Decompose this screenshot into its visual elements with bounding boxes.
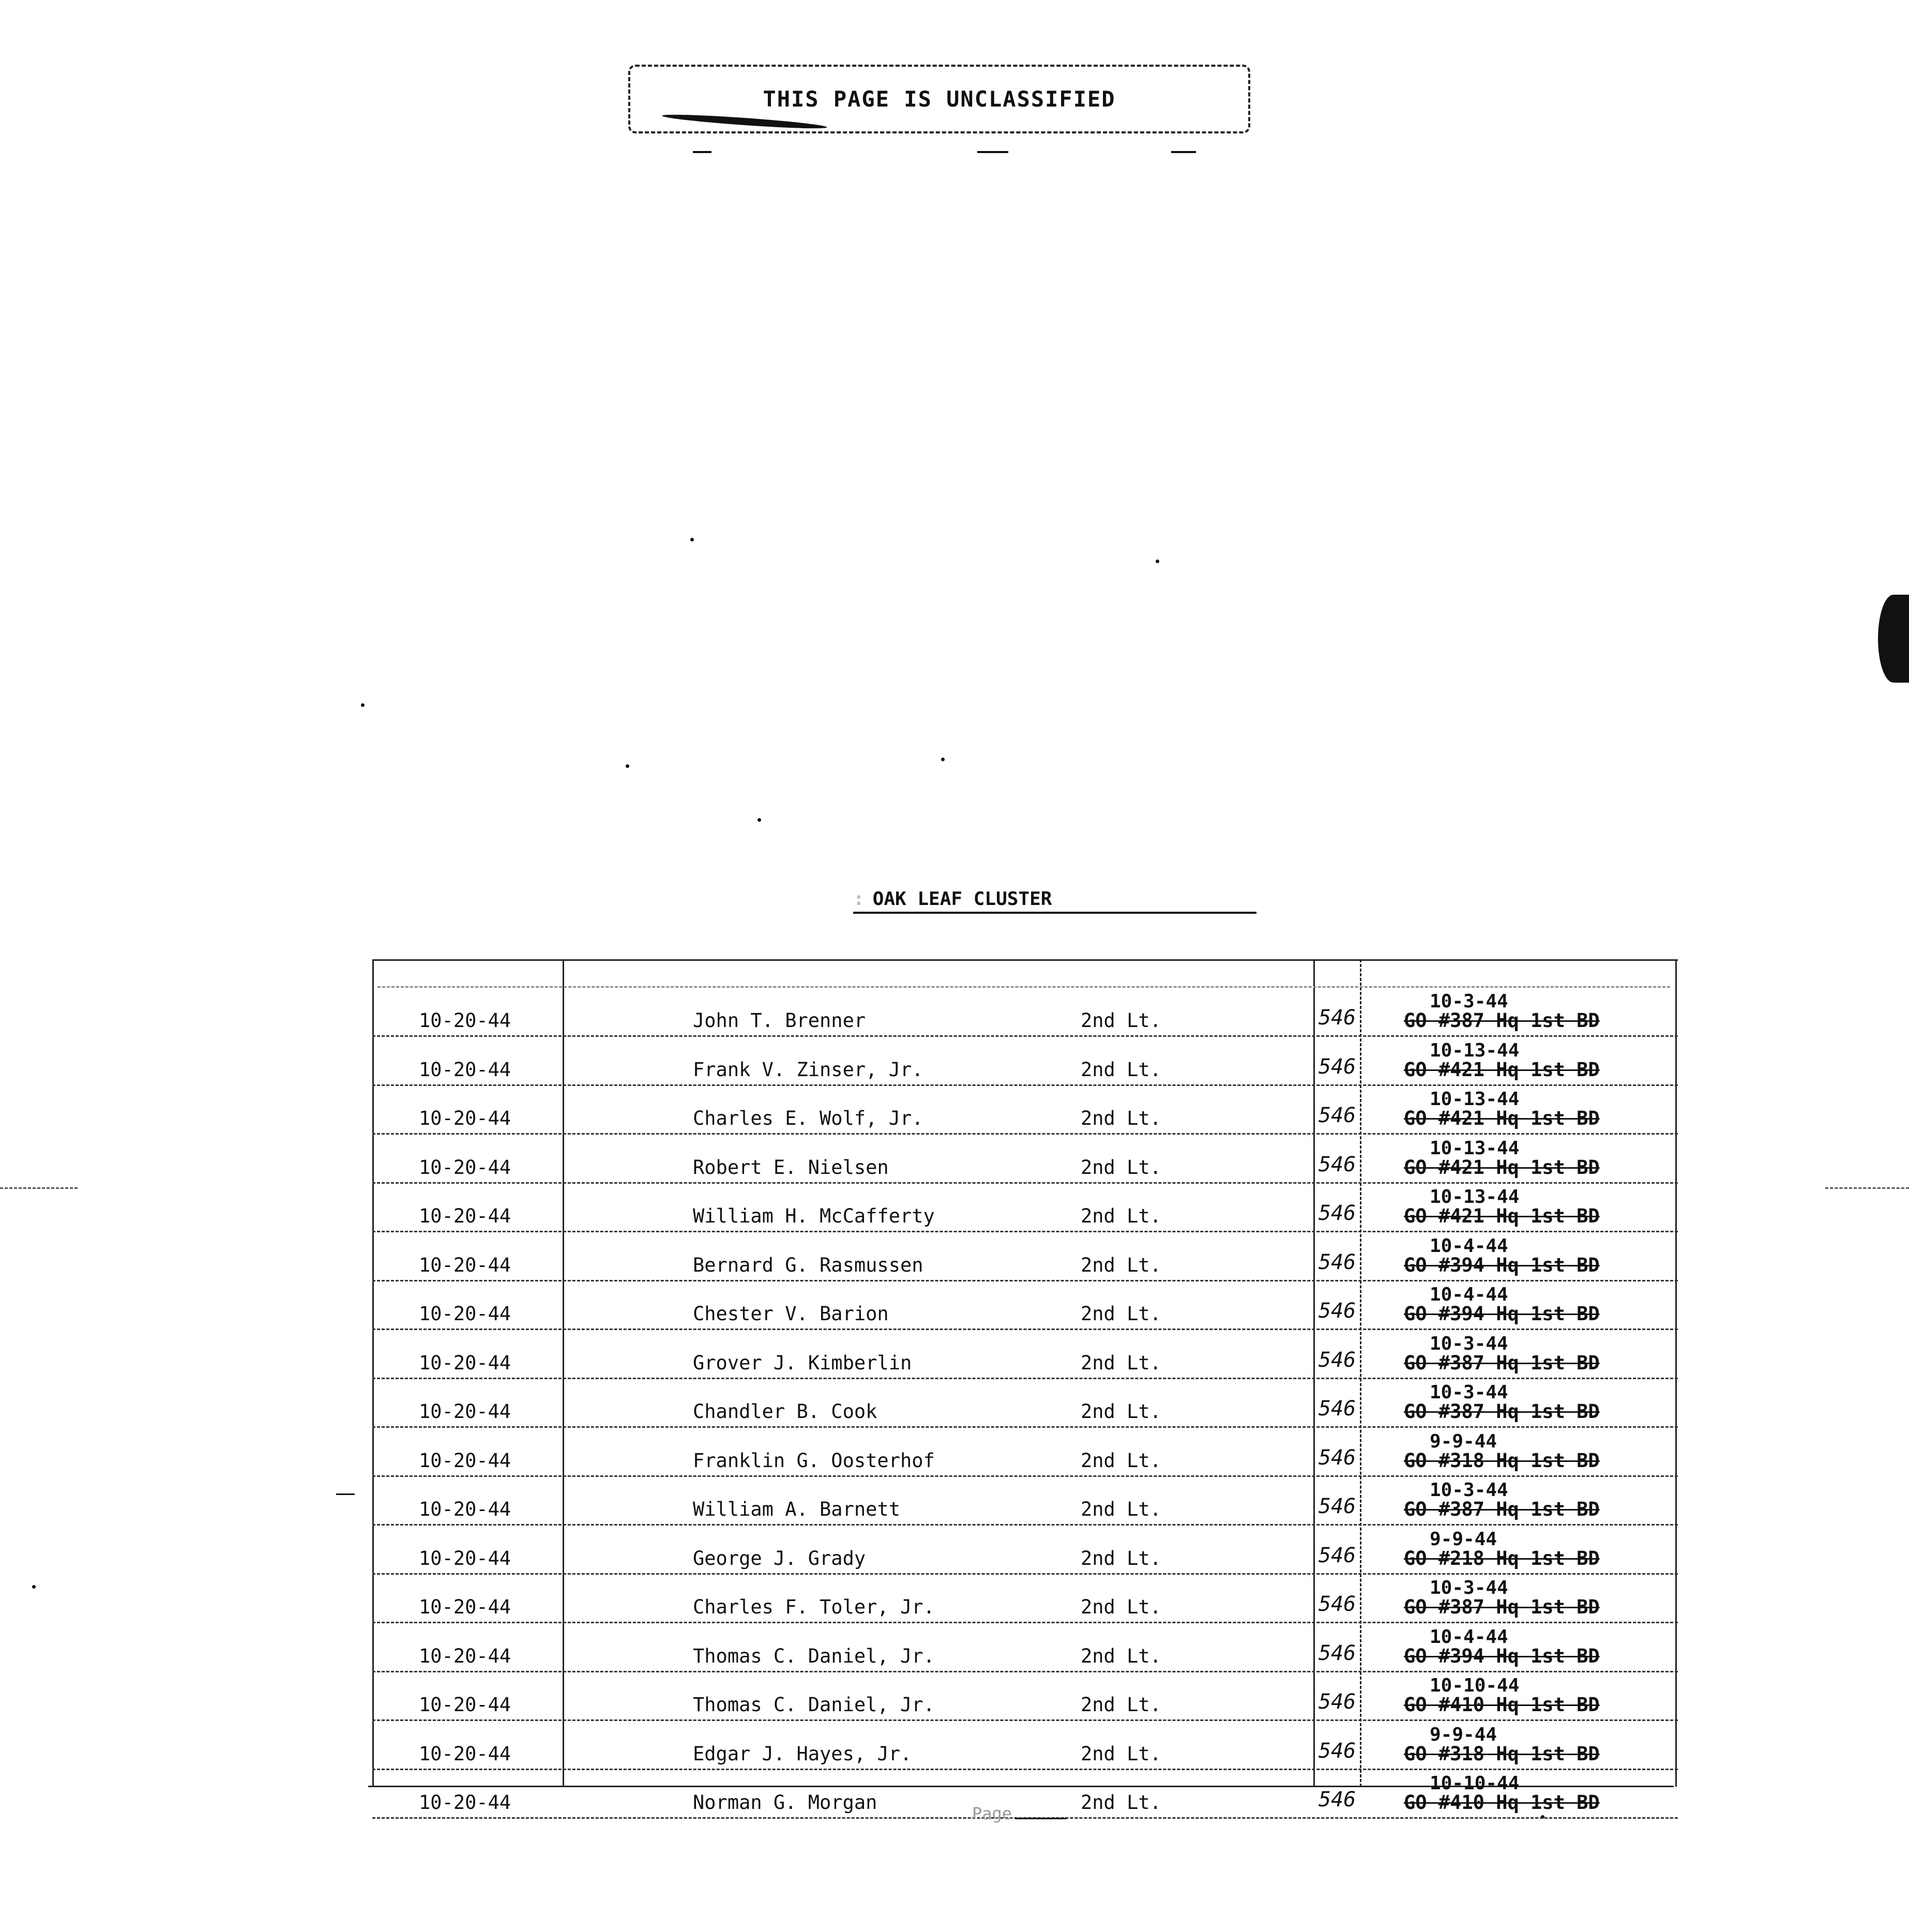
date-cell: 10-20-44: [419, 1058, 511, 1081]
paper-edge-shadow: [1878, 595, 1909, 683]
authority-order-cell: GO #410 Hq 1st BD: [1404, 1791, 1600, 1814]
scan-speck: [32, 1585, 36, 1589]
row-rule: [372, 1671, 1678, 1672]
unit-cell: 546: [1319, 1250, 1356, 1274]
row-rule: [372, 1084, 1678, 1086]
row-rule: [372, 1035, 1678, 1037]
scan-mark: [336, 1493, 355, 1495]
unit-cell: 546: [1319, 1690, 1356, 1714]
authority-order-cell: GO #318 Hq 1st BD: [1404, 1742, 1600, 1765]
name-cell: Edgar J. Hayes, Jr.: [693, 1742, 912, 1765]
grade-cell: 2nd Lt.: [1081, 1547, 1161, 1569]
authority-date-cell: 10-10-44: [1430, 1773, 1520, 1794]
date-cell: 10-20-44: [419, 1303, 511, 1325]
authority-date-cell: 10-13-44: [1430, 1089, 1520, 1110]
grade-cell: 2nd Lt.: [1081, 1449, 1161, 1472]
authority-date-cell: 10-13-44: [1430, 1186, 1520, 1208]
grade-cell: 2nd Lt.: [1081, 1791, 1161, 1814]
row-rule: [372, 1231, 1678, 1232]
authority-order-cell: GO #387 Hq 1st BD: [1404, 1498, 1600, 1520]
grade-cell: 2nd Lt.: [1081, 1644, 1161, 1667]
page-number-field: Page: [972, 1804, 1067, 1823]
date-cell: 10-20-44: [419, 1547, 511, 1569]
row-rule: [372, 1573, 1678, 1575]
authority-order-cell: GO #394 Hq 1st BD: [1404, 1644, 1600, 1667]
row-rule: [372, 1133, 1678, 1135]
authority-date-cell: 10-3-44: [1430, 1382, 1508, 1403]
grade-cell: 2nd Lt.: [1081, 1742, 1161, 1765]
table-row: [372, 1334, 1678, 1382]
fold-line: [0, 1187, 78, 1189]
row-rule: [372, 1378, 1678, 1379]
page-number-blank: [1015, 1818, 1067, 1819]
name-cell: William H. McCafferty: [693, 1205, 935, 1227]
name-cell: Chester V. Barion: [693, 1303, 889, 1325]
name-cell: Charles E. Wolf, Jr.: [693, 1107, 923, 1129]
authority-order-cell: GO #421 Hq 1st BD: [1404, 1156, 1600, 1179]
date-cell: 10-20-44: [419, 1400, 511, 1423]
authority-order-cell: GO #421 Hq 1st BD: [1404, 1058, 1600, 1081]
unit-cell: 546: [1319, 1348, 1356, 1372]
scan-speck: [690, 538, 694, 541]
date-cell: 10-20-44: [419, 1156, 511, 1179]
authority-date-cell: 9-9-44: [1430, 1430, 1497, 1452]
name-cell: George J. Grady: [693, 1547, 866, 1569]
grade-cell: 2nd Lt.: [1081, 1107, 1161, 1129]
date-cell: 10-20-44: [419, 1449, 511, 1472]
table-row: [372, 1578, 1678, 1626]
grade-cell: 2nd Lt.: [1081, 1303, 1161, 1325]
name-cell: Charles F. Toler, Jr.: [693, 1596, 935, 1618]
award-title-prefix: :: [853, 888, 865, 910]
scan-mark: [693, 151, 711, 153]
fold-line: [1825, 1187, 1909, 1189]
authority-order-cell: GO #387 Hq 1st BD: [1404, 1400, 1600, 1423]
authority-order-cell: GO #318 Hq 1st BD: [1404, 1449, 1600, 1472]
table-row: [372, 1480, 1678, 1529]
name-cell: Frank V. Zinser, Jr.: [693, 1058, 923, 1081]
scan-speck: [626, 764, 629, 768]
authority-order-cell: GO #394 Hq 1st BD: [1404, 1303, 1600, 1325]
unit-cell: 546: [1319, 1201, 1356, 1225]
unit-cell: 546: [1319, 1495, 1356, 1518]
authority-date-cell: 10-10-44: [1430, 1675, 1520, 1696]
unit-cell: 546: [1319, 1788, 1356, 1812]
table-row: [372, 1138, 1678, 1187]
name-cell: Franklin G. Oosterhof: [693, 1449, 935, 1472]
grade-cell: 2nd Lt.: [1081, 1596, 1161, 1618]
table-row: [372, 1187, 1678, 1235]
date-cell: 10-20-44: [419, 1254, 511, 1276]
grade-cell: 2nd Lt.: [1081, 1205, 1161, 1227]
scan-speck: [941, 758, 945, 761]
name-cell: William A. Barnett: [693, 1498, 900, 1520]
unit-cell: 546: [1319, 1641, 1356, 1665]
date-cell: 10-20-44: [419, 1742, 511, 1765]
grade-cell: 2nd Lt.: [1081, 1498, 1161, 1520]
authority-date-cell: 10-13-44: [1430, 1039, 1520, 1061]
grade-cell: 2nd Lt.: [1081, 1009, 1161, 1032]
row-rule: [372, 1280, 1678, 1281]
table-row: [372, 991, 1678, 1040]
date-cell: 10-20-44: [419, 1205, 511, 1227]
authority-order-cell: GO #218 Hq 1st BD: [1404, 1547, 1600, 1569]
row-rule: [372, 1426, 1678, 1428]
grade-cell: 2nd Lt.: [1081, 1694, 1161, 1716]
scan-mark: [1171, 151, 1196, 153]
grade-cell: 2nd Lt.: [1081, 1254, 1161, 1276]
grade-cell: 2nd Lt.: [1081, 1156, 1161, 1179]
authority-order-cell: GO #387 Hq 1st BD: [1404, 1596, 1600, 1618]
date-cell: 10-20-44: [419, 1644, 511, 1667]
grade-cell: 2nd Lt.: [1081, 1351, 1161, 1374]
authority-order-cell: GO #387 Hq 1st BD: [1404, 1351, 1600, 1374]
grade-cell: 2nd Lt.: [1081, 1058, 1161, 1081]
authority-date-cell: 10-13-44: [1430, 1137, 1520, 1159]
unit-cell: 546: [1319, 1104, 1356, 1127]
authority-date-cell: 10-3-44: [1430, 1333, 1508, 1354]
table-row: [372, 1529, 1678, 1578]
date-cell: 10-20-44: [419, 1596, 511, 1618]
name-cell: Chandler B. Cook: [693, 1400, 877, 1423]
authority-date-cell: 9-9-44: [1430, 1724, 1497, 1745]
unit-cell: 546: [1319, 1054, 1356, 1079]
row-rule: [372, 1524, 1678, 1526]
authority-order-cell: GO #410 Hq 1st BD: [1404, 1694, 1600, 1716]
table-row: [372, 1285, 1678, 1333]
scan-speck: [361, 703, 365, 707]
table-row: [372, 1040, 1678, 1089]
date-cell: 10-20-44: [419, 1791, 511, 1814]
award-title: [853, 888, 1256, 914]
authority-date-cell: 10-3-44: [1430, 1577, 1508, 1598]
name-cell: John T. Brenner: [693, 1009, 866, 1032]
scan-speck: [757, 818, 761, 822]
unit-cell: 546: [1319, 1445, 1356, 1470]
table-header-row: [377, 963, 1670, 988]
scan-speck: [1156, 560, 1159, 563]
authority-date-cell: 10-4-44: [1430, 1626, 1508, 1648]
unit-cell: 546: [1319, 1543, 1356, 1567]
unit-cell: 546: [1319, 1592, 1356, 1616]
table-row: [372, 1382, 1678, 1431]
unit-cell: 546: [1319, 1299, 1356, 1323]
table-top-border: [372, 959, 1678, 961]
unit-cell: 546: [1319, 1006, 1356, 1030]
scan-mark: [977, 151, 1008, 153]
row-rule: [372, 1622, 1678, 1623]
name-cell: Thomas C. Daniel, Jr.: [693, 1694, 935, 1716]
authority-order-cell: GO #421 Hq 1st BD: [1404, 1205, 1600, 1227]
unit-cell: 546: [1319, 1397, 1356, 1421]
table-row: [372, 1089, 1678, 1138]
row-rule: [372, 1769, 1678, 1770]
date-cell: 10-20-44: [419, 1009, 511, 1032]
row-rule: [372, 1475, 1678, 1477]
authority-order-cell: GO #421 Hq 1st BD: [1404, 1107, 1600, 1129]
authority-date-cell: 9-9-44: [1430, 1528, 1497, 1550]
table-row: [372, 1627, 1678, 1676]
unit-cell: 546: [1319, 1152, 1356, 1176]
name-cell: Thomas C. Daniel, Jr.: [693, 1644, 935, 1667]
row-rule: [372, 1182, 1678, 1184]
name-cell: Grover J. Kimberlin: [693, 1351, 912, 1374]
date-cell: 10-20-44: [419, 1107, 511, 1129]
classification-stamp-text: THIS PAGE IS UNCLASSIFIED: [763, 86, 1116, 112]
award-title-text: OAK LEAF CLUSTER: [872, 888, 1052, 910]
row-rule: [372, 1719, 1678, 1721]
row-rule: [372, 1329, 1678, 1330]
authority-date-cell: 10-3-44: [1430, 991, 1508, 1012]
authority-order-cell: GO #387 Hq 1st BD: [1404, 1009, 1600, 1032]
authority-date-cell: 10-4-44: [1430, 1284, 1508, 1305]
date-cell: 10-20-44: [419, 1694, 511, 1716]
date-cell: 10-20-44: [419, 1351, 511, 1374]
authority-order-cell: GO #394 Hq 1st BD: [1404, 1254, 1600, 1276]
name-cell: Bernard G. Rasmussen: [693, 1254, 923, 1276]
table-row: [372, 1431, 1678, 1480]
name-cell: Norman G. Morgan: [693, 1791, 877, 1814]
name-cell: Robert E. Nielsen: [693, 1156, 889, 1179]
unit-cell: 546: [1319, 1739, 1356, 1763]
authority-date-cell: 10-4-44: [1430, 1235, 1508, 1257]
date-cell: 10-20-44: [419, 1498, 511, 1520]
authority-date-cell: 10-3-44: [1430, 1480, 1508, 1501]
table-row: [372, 1236, 1678, 1285]
table-row: [372, 1676, 1678, 1724]
table-row: [372, 1725, 1678, 1773]
grade-cell: 2nd Lt.: [1081, 1400, 1161, 1423]
